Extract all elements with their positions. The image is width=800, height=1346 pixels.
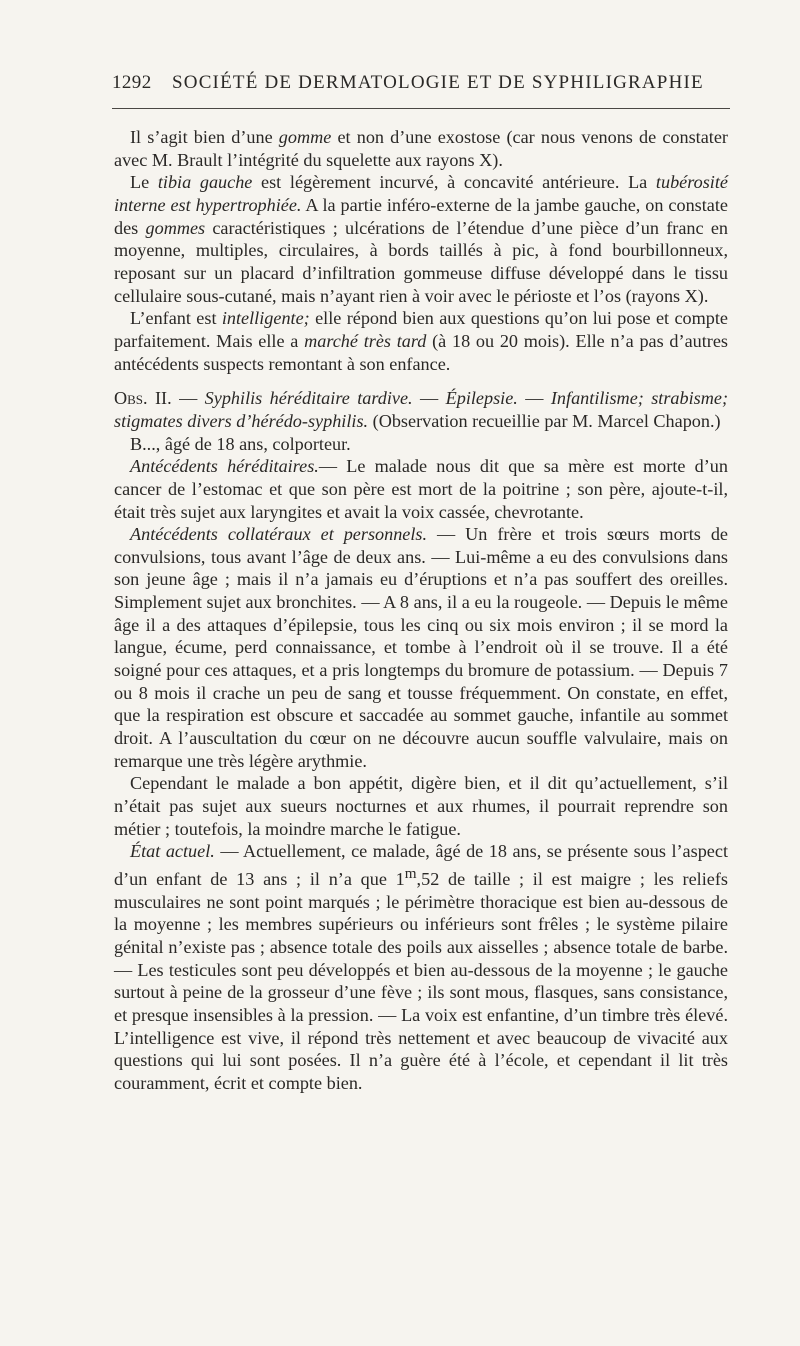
italic-text: gommes: [145, 217, 206, 238]
paragraph: [114, 772, 728, 840]
text-run: —: [517, 388, 551, 409]
text-run: — Le malade nous dit que sa mère est morte d’un cancer de l’estomac et que son père est mort de la poitrine ; son père, ajoute-t-il, était très sujet aux laryngites et avait la voix cassée, chevrotante.: [114, 456, 728, 522]
running-header: [112, 72, 730, 102]
paragraph: [114, 171, 728, 307]
text-run: Il s’agit bien d’une: [130, 127, 279, 147]
page-number: 1292: [112, 72, 152, 93]
text-run: —: [412, 388, 446, 409]
paragraph: [114, 455, 728, 523]
italic-text: Antécédents collatéraux et personnels.: [130, 524, 428, 545]
italic-text: marché très tard: [304, 330, 427, 351]
header-rule: [112, 108, 730, 109]
paragraph: [114, 840, 728, 1094]
text-run: ,52 de taille ; il est maigre ; les reliefs musculaires ne sont point marqués ; le périmètre thoracique est bien au-dessous de la moyenne ; les membres supérieurs ou inférieurs sont frêles ; le système pilaire génital n’existe pas ; absence totale des poils aux aisselles ; absence totale de barbe. — Les testicules sont peu développés et bien au-dessous de la moyenne ; le gauche surtout à peine de la grosseur d’une fève ; ils sont mous, flasques, sans consistance, et presque insensibles à la pression. — La voix est enfantine, d’un timbre très élevé. L’intelligence est vive, il répond très nettement et avec beaucoup de vivacité aux questions qui lui sont posées. Il n’a guère été à l’école, et cependant il lit très couramment, écrit et compte bien.: [114, 869, 728, 1093]
text-run: et non d’une exostose (car nous venons de constater avec M. Brault l’intégrité du squelette aux rayons X).: [114, 127, 728, 170]
text-run: — Actuellement, ce malade, âgé de 18 ans, se présente sous l’aspect d’un enfant de 13 ans ; il n’a que 1: [114, 841, 728, 890]
text-run: Le: [130, 172, 158, 193]
superscript-text: m: [404, 865, 417, 882]
text-run: est légèrement incurvé, à concavité antérieure. La: [252, 172, 656, 193]
italic-text: Syphilis héréditaire tardive.: [204, 388, 413, 409]
text-run: elle répond bien aux questions qu’on lui pose et compte parfaitement. Mais elle a: [114, 308, 728, 351]
paragraph: [114, 126, 728, 171]
text-run: (Observation recueillie par M. Marcel Chapon.): [368, 410, 721, 431]
paragraph: [114, 433, 728, 456]
small-caps-text: Obs. II.: [114, 388, 172, 409]
text-run: A la partie inféro-externe de la jambe gauche, on constate des: [114, 194, 728, 238]
body-text: [114, 126, 728, 1095]
text-run: — Un frère et trois sœurs morts de convulsions, tous avant l’âge de deux ans. — Lui-même a eu des convulsions dans son jeune âge ; mais il n’a jamais eu d’éruptions et n’a pas souffert des oreilles. Simplement sujet aux bronchites. — A 8 ans, il a eu la rougeole. — Depuis le même âge il a des attaques d’épilepsie, tous les cinq ou six mois environ ; il se mord la langue, écume, perd connaissance, et tombe à l’endroit où il se trouve. Il a été soigné pour ces attaques, et a pris longtemps du bromure de potassium. — Depuis 7 ou 8 mois il crache un peu de sang et tousse fréquemment. On constate, en effet, que la respiration est obscure et saccadée au sommet gauche, infantile au sommet droit. A l’auscultation du cœur on ne découvre aucun souffle valvulaire, mais on remarque une très légère arythmie.: [114, 524, 728, 771]
italic-text: Épilepsie.: [445, 388, 518, 409]
observation-heading-paragraph: [114, 387, 728, 432]
running-title: SOCIÉTÉ DE DERMATOLOGIE ET DE SYPHILIGRAPHIE: [172, 72, 704, 93]
italic-text: tubérosité interne est hypertrophiée.: [114, 172, 728, 215]
text-run: caractéristiques ; ulcérations de l’étendue d’une pièce d’un franc en moyenne, multiples, circulaires, à bords taillés à pic, à fond bourbillonneux, reposant sur un placard d’infiltration gommeuse diffuse développé dans le tissu cellulaire sous-cutané, mais n’ayant rien à voir avec le périoste et l’os (rayons X).: [114, 217, 728, 306]
italic-text: Infantilisme; strabisme; stigmates divers d’hérédo-syphilis.: [114, 388, 729, 431]
paragraph: [114, 523, 728, 772]
italic-text: gomme: [278, 127, 332, 147]
italic-text: Antécédents héréditaires.: [130, 456, 319, 477]
text-run: B..., âgé de 18 ans, colporteur.: [130, 433, 351, 454]
italic-text: tibia gauche: [157, 172, 253, 193]
text-run: (à 18 ou 20 mois). Elle n’a pas d’autres antécédents suspects remontant à son enfance.: [114, 330, 729, 374]
text-run: —: [171, 388, 205, 409]
paragraph: [114, 307, 728, 375]
text-run: Cependant le malade a bon appétit, digère bien, et il dit qu’actuellement, s’il n’était pas sujet aux sueurs nocturnes et aux rhumes, il pourrait reprendre son métier ; toutefois, la moindre marche le fatigue.: [114, 773, 728, 839]
italic-text: État actuel.: [130, 841, 215, 862]
text-run: L’enfant est: [130, 308, 222, 329]
italic-text: intelligente;: [221, 308, 310, 329]
